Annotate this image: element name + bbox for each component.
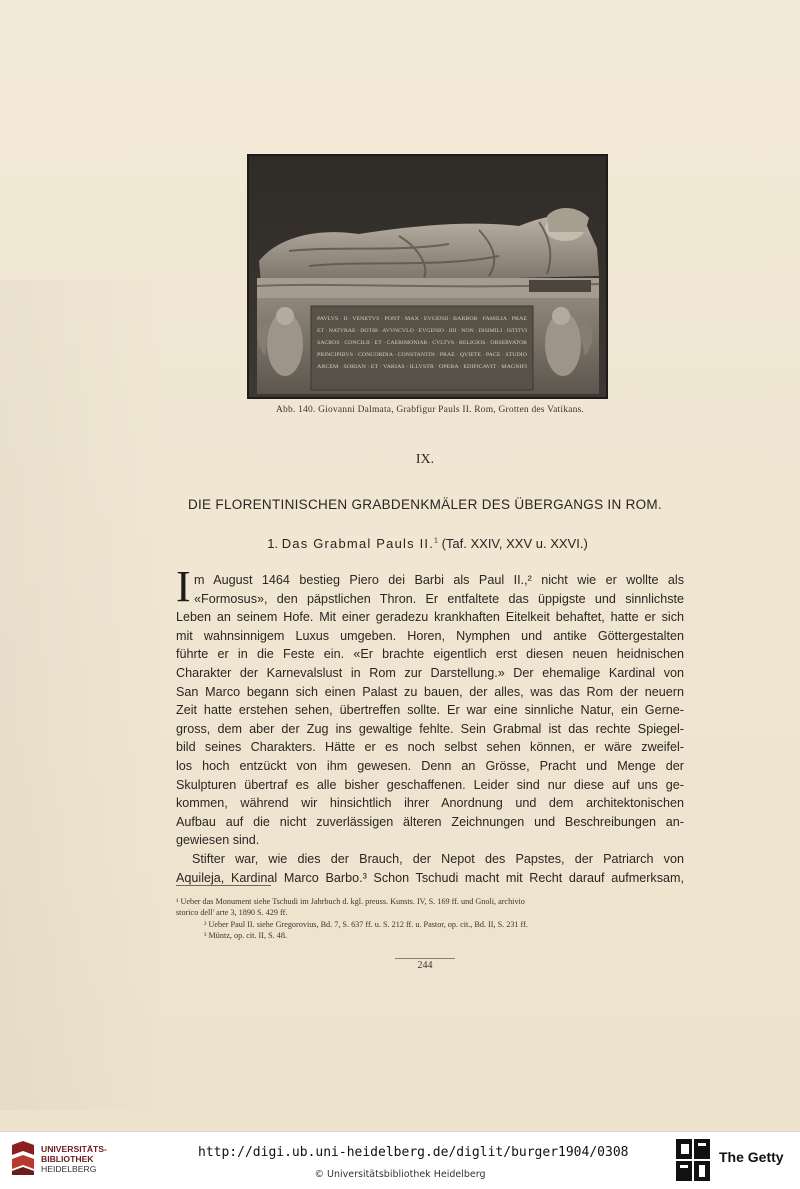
getty-name: The Getty	[719, 1149, 784, 1165]
text-line: Aquileja, Kardinal Marco Barbo.³ Schon Tschudi macht mit Recht darauf aufmerksam,	[176, 870, 684, 885]
inscription-line: SACROS · CONCILII · ET · CAERIMONIAR · CVLTVS · RELIGIOS · OBSERVATOR	[317, 340, 528, 346]
library-emblem-icon	[9, 1141, 37, 1177]
figure-caption: Abb. 140. Giovanni Dalmata, Grabfigur Pauls II. Rom, Grotten des Vatikans.	[275, 405, 585, 415]
viewer-footer	[0, 1131, 800, 1189]
tomb-effigy-illustration	[249, 156, 606, 397]
text-line: m August 1464 bestieg Piero dei Barbi als Paul II.,² nicht wie er wollte als	[194, 573, 684, 587]
drop-cap: I	[176, 562, 191, 611]
footnote: ³ Müntz, op. cit. II, S. 48.	[204, 931, 287, 941]
chapter-number: IX.	[415, 452, 435, 467]
footnote-ref: 1	[434, 537, 438, 545]
text-line: bild seines Charakters. Hätte er es noch selbst sehen können, er wäre zweifel-	[176, 740, 684, 755]
footnote: ¹ Ueber das Monument siehe Tschudi im Jahrbuch d. kgl. preuss. Kunsts. IV, S. 169 ff. und Gnoli, archivio	[176, 897, 525, 906]
university-library-logo[interactable]	[9, 1141, 129, 1181]
section-heading	[0, 536, 800, 551]
body-text	[176, 571, 684, 887]
text-line: Zeit hatte erstehen sehen, übertreffen sollte. Er war eine sinnliche Natur, ein Gerne-	[176, 703, 684, 718]
permalink-url[interactable]: http://digi.ub.uni-heidelberg.de/diglit/burger1904/0308	[198, 1145, 629, 1160]
inscription-line: PRINCIPIBVS · CONCORDIA · CONSTANTIN · PRAE · QVIETE · PACE · STUDIO	[317, 352, 527, 358]
text-line: Skulpturen übertraf es alle bisher geschaffenen. Leider sind nur diese auf uns ge-	[176, 777, 684, 792]
text-line: San Marco begann sich einen Palast zu bauen, der alles, was das Rom der neuern	[176, 684, 684, 699]
footnote-rule	[176, 885, 271, 886]
text-line: «Formosus», den päpstlichen Thron. Er entfaltete das üppigste und sinnlichste	[194, 591, 684, 606]
inscription-line: ARCEM · SORIAN · ET · VARIAS · ILLVSTR · OPERA · EDIFICAVIT · MAGNIFI	[317, 364, 528, 370]
text-line: los hoch entzückt von ihm gewesen. Denn an Grösse, Pracht und Menge der	[176, 758, 684, 773]
text-line: führte er in die Feste ein. «Er brachte eigentlich erst diesen neuen heidnischen	[176, 647, 684, 662]
inscription-line: PAVLVS · II · VENETVS · PONT · MAX · EVGENII · BARBOR · FAMILIA · PRAE	[317, 316, 528, 322]
footnotes	[176, 896, 688, 942]
figure-photo	[247, 154, 608, 399]
text-line: gross, dem aber der Zug ins gewaltige fehlte. Sein Grabmal ist das rechte Spiegel-	[176, 721, 684, 736]
text-line: Stifter war, wie dies der Brauch, der Nepot des Papstes, der Patriarch von	[192, 851, 684, 866]
page-shadow	[0, 280, 170, 1110]
text-line: mit wahnsinnigem Luxus umgeben. Horen, Nymphen und antike Göttergestalten	[176, 628, 684, 643]
text-line: Charakter der Karnevalslust in Rom zur Darstellung.» Der ehemalige Kardinal von	[176, 665, 684, 680]
text-line: Leben an seinem Hofe. Mit einer geradezu krankhaften Eitelkeit behaftet, hatte er sich	[176, 610, 684, 625]
page-number: 244	[395, 958, 455, 971]
section-number: 1.	[267, 536, 279, 551]
copyright-notice: © Universitätsbibliothek Heidelberg	[314, 1169, 486, 1180]
library-name: UNIVERSITÄTS- BIBLIOTHEK HEIDELBERG	[41, 1144, 107, 1174]
text-line: Aufbau auf die nicht zuverlässigen älteren Zeichnungen und Beschreibungen an-	[176, 814, 684, 829]
inscription-line: ET · NATVRAE · DOTIB · AVVNCVLO · EVGENIO · IIII · NON · DISIMILI · ISTITVI	[317, 328, 528, 334]
footnote: storico dell' arte 3, 1890 S. 429 ff.	[176, 908, 288, 918]
footnote: ² Ueber Paul II. siehe Gregorovius, Bd. 7, S. 637 ff. u. S. 212 ff. u. Pastor, op. cit., Bd. II, S. 231 ff.	[204, 919, 528, 929]
text-line: gewiesen sind.	[176, 833, 260, 848]
getty-logo-icon[interactable]	[676, 1139, 712, 1183]
section-plates: (Taf. XXIV, XXV u. XXVI.)	[441, 536, 588, 551]
text-line: kommen, während wir hinsichtlich ihrer Anordnung und dem architektonischen	[176, 796, 684, 811]
chapter-title: DIE FLORENTINISCHEN GRABDENKMÄLER DES ÜBERGANGS IN ROM.	[187, 497, 663, 512]
section-title: Das Grabmal Pauls II.	[281, 536, 435, 551]
